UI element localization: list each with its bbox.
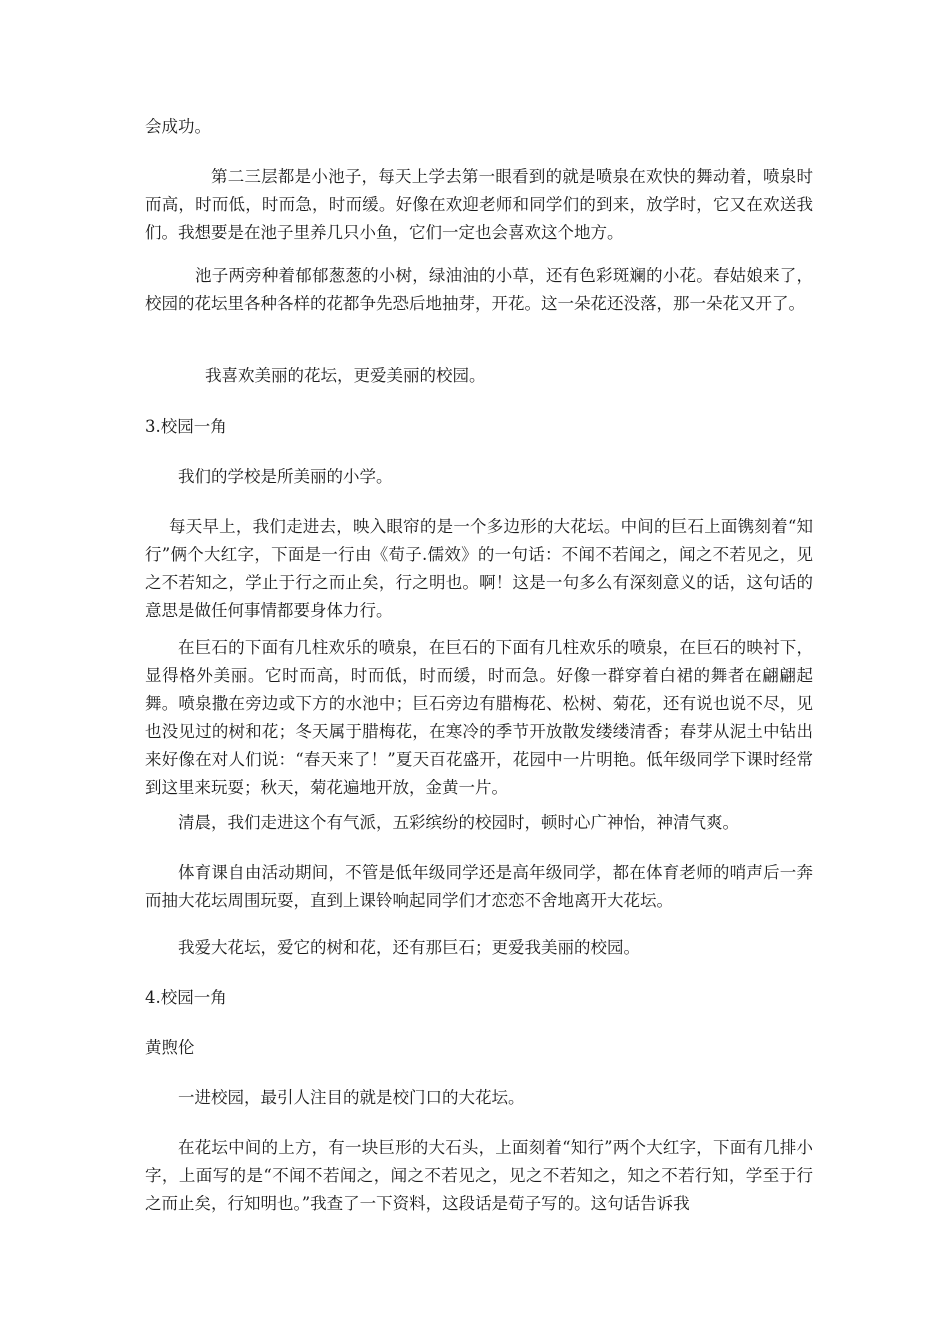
paragraph-big-rock: 在花坛中间的上方，有一块巨形的大石头，上面刻着“知行”两个大红字，下面有几排小字，上面写的是“不闻不若闻之，闻之不若见之，见之不若知之，知之不若行知，学至于行之而止矣，行知明也。”我查了一下资料，这段话是荀子写的。这句话告诉我 (145, 1138, 813, 1213)
paragraph-pe-class: 体育课自由活动期间，不管是低年级同学还是高年级同学，都在体育老师的哨声后一奔而抽大花坛周围玩耍，直到上课铃响起同学们才恋恋不舍地离开大花坛。 (145, 863, 813, 910)
paragraph-fountain: 第二三层都是小池子，每天上学去第一眼看到的就是喷泉在欢快的舞动着，喷泉时而高，时而低，时而急，时而缓。好像在欢迎老师和同学们的到来，放学时，它又在欢送我们。我想要是在池子里养几只小鱼，它们一定也会喜欢这个地方。 (145, 167, 813, 242)
paragraph-morning-walk: 清晨，我们走进这个有气派，五彩缤纷的校园时，顿时心广神怡，神清气爽。 (178, 813, 739, 832)
paragraph-entrance: 一进校园，最引人注目的就是校门口的大花坛。 (178, 1088, 525, 1107)
section-heading-4: 4.校园一角 (145, 988, 227, 1007)
paragraph-love-garden: 我喜欢美丽的花坛，更爱美丽的校园。 (205, 366, 486, 385)
author-name: 黄煦伦 (145, 1038, 195, 1057)
paragraph-continuation: 会成功。 (145, 117, 211, 136)
paragraph-love-flowerbed: 我爱大花坛，爱它的树和花，还有那巨石；更爱我美丽的校园。 (178, 938, 640, 957)
paragraph-fountain-rock: 在巨石的下面有几柱欢乐的喷泉，在巨石的下面有几柱欢乐的喷泉，在巨石的映衬下，显得格外美丽。它时而高，时而低，时而缓，时而急。好像一群穿着白裙的舞者在翩翩起舞。喷泉撒在旁边或下方的水池中；巨石旁边有腊梅花、松树、菊花，还有说也说不尽，见也没见过的树和花；冬天属于腊梅花，在寒冷的季节开放散发缕缕清香；春芽从泥土中钻出来好像在对人们说：“春天来了！”夏天百花盛开，花园中一片明艳。低年级同学下课时经常到这里来玩耍；秋天，菊花遍地开放，金黄一片。 (145, 638, 813, 797)
paragraph-school-intro: 我们的学校是所美丽的小学。 (178, 467, 393, 486)
paragraph-morning-flowerbed: 每天早上，我们走进去，映入眼帘的是一个多边形的大花坛。中间的巨石上面镌刻着“知行”俩个大红字，下面是一行由《荀子.儒效》的一句话：不闻不若闻之，闻之不若见之，见之不若知之，学止于行之而止矣，行之明也。啊！这是一句多么有深刻意义的话，这句话的意思是做任何事情都要身体力行。 (145, 517, 813, 620)
paragraph-pond-flowers: 池子两旁种着郁郁葱葱的小树，绿油油的小草，还有色彩斑斓的小花。春姑娘来了，校园的花坛里各种各样的花都争先恐后地抽芽，开花。这一朵花还没落，那一朵花又开了。 (145, 266, 813, 313)
section-heading-3: 3.校园一角 (145, 417, 227, 436)
